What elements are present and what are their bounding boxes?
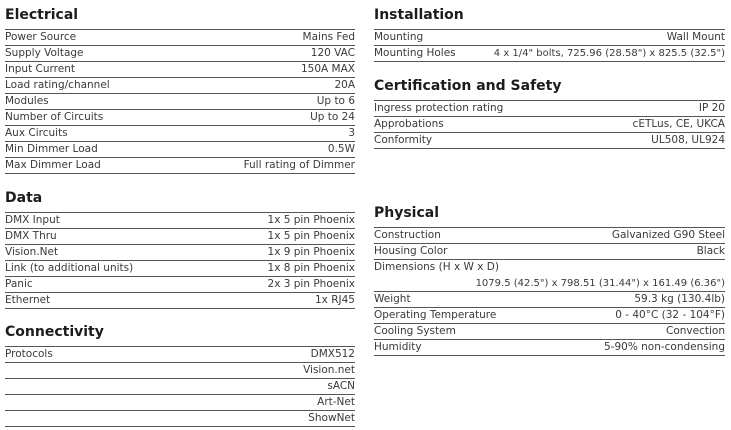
spec-value: Mains Fed [302, 31, 355, 43]
spec-row [374, 30, 725, 46]
spec-label: Dimensions (H x W x D) [374, 261, 499, 273]
spec-value: Black [696, 245, 725, 257]
spec-label: Panic [5, 278, 33, 290]
spec-value: 1x 5 pin Phoenix [267, 214, 355, 226]
spec-label: Approbations [374, 118, 444, 130]
connectivity-section [5, 323, 355, 427]
spec-label: Link (to additional units) [5, 262, 134, 274]
spec-value: 0 - 40°C (32 - 104°F) [615, 309, 725, 321]
spec-label: Protocols [5, 348, 53, 360]
spec-label: Aux Circuits [5, 127, 68, 139]
data-section [5, 189, 355, 309]
spec-row [5, 94, 355, 110]
spec-value: 20A [334, 79, 355, 91]
spec-value: 1x RJ45 [315, 294, 355, 306]
spec-value: DMX512 [310, 348, 355, 360]
spec-row [5, 62, 355, 78]
spec-row [5, 293, 355, 309]
spec-value: 1079.5 (42.5") x 798.51 (31.44") x 161.49 (6.36") [475, 278, 725, 289]
spec-label: Max Dimmer Load [5, 159, 101, 171]
spec-row [5, 126, 355, 142]
spec-label: Vision.Net [5, 246, 59, 258]
spec-label: Weight [374, 293, 411, 305]
spec-value: Convection [666, 325, 725, 337]
section-heading: Installation [374, 7, 464, 23]
spec-row [374, 244, 725, 260]
spec-row [374, 117, 725, 133]
spec-value: Up to 24 [310, 111, 355, 123]
spec-label: Min Dimmer Load [5, 143, 98, 155]
spec-value: 1x 5 pin Phoenix [267, 230, 355, 242]
spec-label: Number of Circuits [5, 111, 104, 123]
section-heading: Certification and Safety [374, 78, 562, 94]
spec-label: Mounting [374, 31, 424, 43]
spec-row [5, 110, 355, 126]
spec-value: Art-Net [317, 396, 355, 408]
spec-row [5, 142, 355, 158]
spec-label: Housing Color [374, 245, 448, 257]
spec-label: Conformity [374, 134, 433, 146]
spec-value: 59.3 kg (130.4lb) [634, 293, 725, 305]
spec-row [5, 30, 355, 46]
spec-value: Vision.net [303, 364, 355, 376]
section-heading: Electrical [5, 7, 79, 23]
installation-section [374, 6, 725, 62]
spec-row [5, 379, 355, 395]
spec-value: cETLus, CE, UKCA [632, 118, 725, 130]
spec-row [5, 395, 355, 411]
spec-value: Wall Mount [666, 31, 725, 43]
spec-value: UL508, UL924 [651, 134, 725, 146]
spec-value: 3 [348, 127, 355, 139]
spec-value: Full rating of Dimmer [243, 159, 355, 171]
spec-row [374, 101, 725, 117]
spec-label: Input Current [5, 63, 75, 75]
spec-row [5, 261, 355, 277]
spec-row [5, 46, 355, 62]
spec-value: 5-90% non-condensing [603, 341, 725, 353]
spec-value: 1x 8 pin Phoenix [267, 262, 355, 274]
spec-label: Supply Voltage [5, 47, 84, 59]
spec-row [374, 133, 725, 149]
spec-value: sACN [327, 380, 355, 392]
spec-label: Cooling System [374, 325, 456, 337]
spec-table [374, 29, 725, 62]
spec-label: Ingress protection rating [374, 102, 504, 114]
spec-value: 150A MAX [301, 63, 355, 75]
spec-value: 1x 9 pin Phoenix [267, 246, 355, 258]
spec-value: ShowNet [308, 412, 355, 424]
spec-row [374, 228, 725, 244]
spec-label: DMX Thru [5, 230, 57, 242]
section-heading: Connectivity [5, 324, 104, 340]
spec-value: Galvanized G90 Steel [611, 229, 725, 241]
spec-label: Humidity [374, 341, 422, 353]
spec-value: 120 VAC [310, 47, 355, 59]
spec-table [374, 100, 725, 149]
physical-section [374, 204, 725, 356]
spec-label: Operating Temperature [374, 309, 497, 321]
spec-label: Modules [5, 95, 49, 107]
section-heading: Data [5, 190, 43, 206]
spec-table [5, 29, 355, 174]
spec-row [5, 347, 355, 363]
spec-value: IP 20 [698, 102, 725, 114]
spec-row [5, 229, 355, 245]
spec-value: Up to 6 [316, 95, 355, 107]
spec-label: DMX Input [5, 214, 60, 226]
spec-row [5, 363, 355, 379]
spec-label: Load rating/channel [5, 79, 110, 91]
spec-row [5, 411, 355, 427]
spec-label: Power Source [5, 31, 77, 43]
spec-row [5, 213, 355, 229]
spec-value: 0.5W [327, 143, 355, 155]
spec-row [374, 260, 725, 292]
spec-table [374, 227, 725, 356]
spec-row [5, 78, 355, 94]
spec-row [5, 158, 355, 174]
spec-label: Ethernet [5, 294, 51, 306]
spec-label: Mounting Holes [374, 47, 456, 59]
spec-row [374, 324, 725, 340]
electrical-section [5, 6, 355, 174]
spec-table [5, 346, 355, 427]
spec-row [374, 308, 725, 324]
spec-value: 4 x 1/4" bolts, 725.96 (28.58") x 825.5 (32.5") [493, 48, 725, 59]
spec-value: 2x 3 pin Phoenix [267, 278, 355, 290]
spec-row [5, 277, 355, 293]
spec-label: Construction [374, 229, 441, 241]
spec-row [5, 245, 355, 261]
spec-table [5, 212, 355, 309]
spec-row [374, 292, 725, 308]
spec-row [374, 46, 725, 62]
spec-row [374, 340, 725, 356]
certification-section [374, 77, 725, 149]
section-heading: Physical [374, 205, 440, 221]
